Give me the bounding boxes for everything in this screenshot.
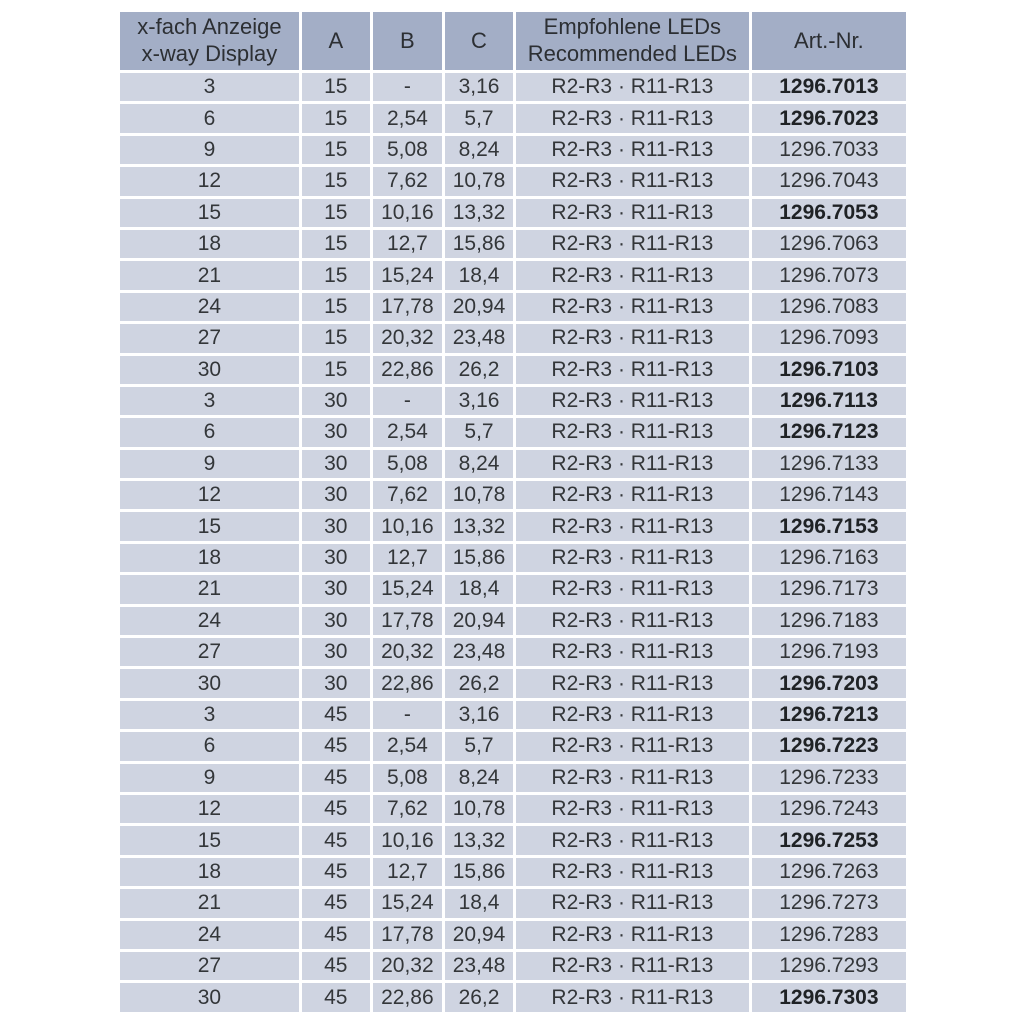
cell-recommended-leds: R2-R3 · R11-R13 xyxy=(516,481,749,509)
cell-recommended-leds: R2-R3 · R11-R13 xyxy=(516,983,749,1012)
cell-display-count: 12 xyxy=(120,481,299,509)
cell-dimension-a: 45 xyxy=(302,983,370,1012)
cell-article-number: 1296.7073 xyxy=(752,261,906,289)
cell-dimension-b: 12,7 xyxy=(373,230,442,258)
cell-recommended-leds: R2-R3 · R11-R13 xyxy=(516,575,749,603)
table-body xyxy=(120,73,906,1012)
cell-dimension-b: - xyxy=(373,387,442,415)
header-dimension-c: C xyxy=(445,12,513,70)
cell-dimension-c: 23,48 xyxy=(445,638,513,666)
cell-article-number: 1296.7173 xyxy=(752,575,906,603)
table-row xyxy=(120,73,906,101)
cell-article-number: 1296.7223 xyxy=(752,732,906,760)
product-spec-table xyxy=(117,9,909,1015)
cell-dimension-c: 13,32 xyxy=(445,199,513,227)
cell-recommended-leds: R2-R3 · R11-R13 xyxy=(516,826,749,854)
cell-dimension-c: 18,4 xyxy=(445,889,513,917)
table-row xyxy=(120,230,906,258)
cell-dimension-c: 3,16 xyxy=(445,73,513,101)
cell-dimension-c: 23,48 xyxy=(445,952,513,980)
table-row xyxy=(120,512,906,540)
cell-display-count: 27 xyxy=(120,952,299,980)
cell-recommended-leds: R2-R3 · R11-R13 xyxy=(516,418,749,446)
cell-dimension-c: 10,78 xyxy=(445,481,513,509)
cell-recommended-leds: R2-R3 · R11-R13 xyxy=(516,167,749,195)
cell-recommended-leds: R2-R3 · R11-R13 xyxy=(516,104,749,132)
cell-article-number: 1296.7113 xyxy=(752,387,906,415)
cell-dimension-b: 20,32 xyxy=(373,324,442,352)
cell-article-number: 1296.7033 xyxy=(752,136,906,164)
cell-article-number: 1296.7193 xyxy=(752,638,906,666)
table-row xyxy=(120,261,906,289)
cell-dimension-b: 7,62 xyxy=(373,795,442,823)
cell-dimension-a: 30 xyxy=(302,450,370,478)
table-row xyxy=(120,983,906,1012)
cell-display-count: 18 xyxy=(120,858,299,886)
cell-dimension-b: 10,16 xyxy=(373,512,442,540)
cell-article-number: 1296.7063 xyxy=(752,230,906,258)
cell-dimension-c: 26,2 xyxy=(445,356,513,384)
cell-dimension-b: 7,62 xyxy=(373,481,442,509)
cell-article-number: 1296.7293 xyxy=(752,952,906,980)
cell-dimension-c: 3,16 xyxy=(445,701,513,729)
cell-dimension-b: 20,32 xyxy=(373,638,442,666)
cell-recommended-leds: R2-R3 · R11-R13 xyxy=(516,261,749,289)
cell-dimension-a: 45 xyxy=(302,764,370,792)
cell-dimension-b: 5,08 xyxy=(373,764,442,792)
cell-dimension-b: 22,86 xyxy=(373,356,442,384)
cell-article-number: 1296.7143 xyxy=(752,481,906,509)
cell-display-count: 27 xyxy=(120,324,299,352)
table-row xyxy=(120,638,906,666)
table-row xyxy=(120,199,906,227)
cell-dimension-b: 17,78 xyxy=(373,607,442,635)
cell-dimension-c: 20,94 xyxy=(445,607,513,635)
cell-dimension-b: - xyxy=(373,73,442,101)
cell-article-number: 1296.7023 xyxy=(752,104,906,132)
cell-recommended-leds: R2-R3 · R11-R13 xyxy=(516,544,749,572)
cell-recommended-leds: R2-R3 · R11-R13 xyxy=(516,732,749,760)
table-row xyxy=(120,921,906,949)
cell-dimension-c: 8,24 xyxy=(445,450,513,478)
cell-article-number: 1296.7133 xyxy=(752,450,906,478)
cell-recommended-leds: R2-R3 · R11-R13 xyxy=(516,858,749,886)
cell-display-count: 24 xyxy=(120,293,299,321)
header-dimension-a: A xyxy=(302,12,370,70)
cell-dimension-b: 5,08 xyxy=(373,450,442,478)
cell-recommended-leds: R2-R3 · R11-R13 xyxy=(516,921,749,949)
cell-dimension-c: 15,86 xyxy=(445,230,513,258)
cell-recommended-leds: R2-R3 · R11-R13 xyxy=(516,324,749,352)
cell-dimension-b: 12,7 xyxy=(373,544,442,572)
cell-recommended-leds: R2-R3 · R11-R13 xyxy=(516,889,749,917)
cell-dimension-a: 30 xyxy=(302,575,370,603)
cell-dimension-a: 15 xyxy=(302,167,370,195)
cell-dimension-b: 2,54 xyxy=(373,104,442,132)
cell-recommended-leds: R2-R3 · R11-R13 xyxy=(516,701,749,729)
cell-dimension-c: 26,2 xyxy=(445,983,513,1012)
cell-dimension-b: 22,86 xyxy=(373,983,442,1012)
cell-display-count: 24 xyxy=(120,607,299,635)
cell-dimension-b: - xyxy=(373,701,442,729)
cell-dimension-b: 2,54 xyxy=(373,732,442,760)
cell-dimension-b: 2,54 xyxy=(373,418,442,446)
header-display-line2: x-way Display xyxy=(141,41,278,66)
cell-display-count: 15 xyxy=(120,199,299,227)
cell-dimension-c: 5,7 xyxy=(445,418,513,446)
cell-article-number: 1296.7083 xyxy=(752,293,906,321)
header-leds-line2: Recommended LEDs xyxy=(527,41,737,66)
table-row xyxy=(120,293,906,321)
cell-dimension-c: 5,7 xyxy=(445,104,513,132)
cell-article-number: 1296.7263 xyxy=(752,858,906,886)
cell-recommended-leds: R2-R3 · R11-R13 xyxy=(516,952,749,980)
cell-display-count: 24 xyxy=(120,921,299,949)
cell-display-count: 30 xyxy=(120,356,299,384)
cell-dimension-b: 5,08 xyxy=(373,136,442,164)
cell-article-number: 1296.7013 xyxy=(752,73,906,101)
cell-article-number: 1296.7203 xyxy=(752,669,906,697)
table-row xyxy=(120,795,906,823)
cell-recommended-leds: R2-R3 · R11-R13 xyxy=(516,136,749,164)
cell-dimension-c: 23,48 xyxy=(445,324,513,352)
table-row xyxy=(120,450,906,478)
cell-article-number: 1296.7183 xyxy=(752,607,906,635)
cell-dimension-b: 15,24 xyxy=(373,575,442,603)
header-row xyxy=(120,12,906,70)
cell-recommended-leds: R2-R3 · R11-R13 xyxy=(516,356,749,384)
product-spec-table-container xyxy=(117,9,909,1015)
cell-dimension-c: 15,86 xyxy=(445,858,513,886)
cell-dimension-a: 15 xyxy=(302,261,370,289)
cell-dimension-a: 30 xyxy=(302,387,370,415)
cell-dimension-c: 8,24 xyxy=(445,764,513,792)
cell-dimension-c: 13,32 xyxy=(445,826,513,854)
table-row xyxy=(120,481,906,509)
table-row xyxy=(120,858,906,886)
cell-dimension-c: 13,32 xyxy=(445,512,513,540)
cell-recommended-leds: R2-R3 · R11-R13 xyxy=(516,795,749,823)
cell-recommended-leds: R2-R3 · R11-R13 xyxy=(516,230,749,258)
cell-article-number: 1296.7253 xyxy=(752,826,906,854)
cell-dimension-a: 45 xyxy=(302,701,370,729)
table-row xyxy=(120,732,906,760)
table-row xyxy=(120,701,906,729)
cell-dimension-b: 17,78 xyxy=(373,293,442,321)
table-row xyxy=(120,387,906,415)
cell-display-count: 3 xyxy=(120,701,299,729)
cell-article-number: 1296.7163 xyxy=(752,544,906,572)
cell-recommended-leds: R2-R3 · R11-R13 xyxy=(516,293,749,321)
cell-dimension-b: 20,32 xyxy=(373,952,442,980)
header-dimension-b: B xyxy=(373,12,442,70)
table-row xyxy=(120,356,906,384)
table-row xyxy=(120,952,906,980)
cell-dimension-b: 15,24 xyxy=(373,261,442,289)
cell-dimension-a: 15 xyxy=(302,104,370,132)
cell-dimension-a: 30 xyxy=(302,512,370,540)
cell-dimension-a: 15 xyxy=(302,356,370,384)
cell-display-count: 12 xyxy=(120,795,299,823)
cell-article-number: 1296.7303 xyxy=(752,983,906,1012)
cell-display-count: 21 xyxy=(120,889,299,917)
cell-display-count: 18 xyxy=(120,230,299,258)
table-row xyxy=(120,167,906,195)
table-row xyxy=(120,669,906,697)
cell-recommended-leds: R2-R3 · R11-R13 xyxy=(516,669,749,697)
cell-dimension-a: 45 xyxy=(302,858,370,886)
cell-dimension-b: 12,7 xyxy=(373,858,442,886)
table-header xyxy=(120,12,906,70)
cell-article-number: 1296.7123 xyxy=(752,418,906,446)
header-leds-line1: Empfohlene LEDs xyxy=(543,14,721,40)
cell-dimension-a: 15 xyxy=(302,230,370,258)
cell-recommended-leds: R2-R3 · R11-R13 xyxy=(516,607,749,635)
cell-dimension-c: 3,16 xyxy=(445,387,513,415)
cell-recommended-leds: R2-R3 · R11-R13 xyxy=(516,512,749,540)
table-row xyxy=(120,104,906,132)
header-display-line1: x-fach Anzeige xyxy=(137,14,282,40)
cell-dimension-c: 18,4 xyxy=(445,575,513,603)
cell-dimension-a: 15 xyxy=(302,199,370,227)
cell-dimension-b: 10,16 xyxy=(373,826,442,854)
table-row xyxy=(120,764,906,792)
cell-article-number: 1296.7273 xyxy=(752,889,906,917)
cell-recommended-leds: R2-R3 · R11-R13 xyxy=(516,764,749,792)
cell-display-count: 30 xyxy=(120,669,299,697)
header-leds-column xyxy=(516,12,749,70)
cell-dimension-c: 10,78 xyxy=(445,795,513,823)
cell-dimension-a: 45 xyxy=(302,921,370,949)
cell-dimension-c: 15,86 xyxy=(445,544,513,572)
table-row xyxy=(120,889,906,917)
cell-article-number: 1296.7103 xyxy=(752,356,906,384)
cell-display-count: 6 xyxy=(120,418,299,446)
cell-article-number: 1296.7093 xyxy=(752,324,906,352)
cell-display-count: 9 xyxy=(120,136,299,164)
cell-display-count: 3 xyxy=(120,73,299,101)
cell-dimension-c: 20,94 xyxy=(445,293,513,321)
cell-dimension-b: 7,62 xyxy=(373,167,442,195)
table-row xyxy=(120,324,906,352)
cell-recommended-leds: R2-R3 · R11-R13 xyxy=(516,73,749,101)
cell-display-count: 21 xyxy=(120,261,299,289)
cell-dimension-a: 30 xyxy=(302,638,370,666)
table-row xyxy=(120,575,906,603)
table-row xyxy=(120,544,906,572)
cell-recommended-leds: R2-R3 · R11-R13 xyxy=(516,199,749,227)
cell-display-count: 21 xyxy=(120,575,299,603)
cell-dimension-c: 8,24 xyxy=(445,136,513,164)
cell-dimension-c: 5,7 xyxy=(445,732,513,760)
cell-article-number: 1296.7243 xyxy=(752,795,906,823)
cell-dimension-b: 10,16 xyxy=(373,199,442,227)
cell-dimension-a: 45 xyxy=(302,826,370,854)
cell-dimension-b: 22,86 xyxy=(373,669,442,697)
table-row xyxy=(120,607,906,635)
cell-dimension-a: 30 xyxy=(302,418,370,446)
cell-dimension-b: 17,78 xyxy=(373,921,442,949)
cell-dimension-a: 45 xyxy=(302,889,370,917)
cell-recommended-leds: R2-R3 · R11-R13 xyxy=(516,387,749,415)
cell-recommended-leds: R2-R3 · R11-R13 xyxy=(516,450,749,478)
cell-display-count: 27 xyxy=(120,638,299,666)
table-row xyxy=(120,826,906,854)
cell-recommended-leds: R2-R3 · R11-R13 xyxy=(516,638,749,666)
cell-dimension-a: 15 xyxy=(302,73,370,101)
cell-dimension-a: 30 xyxy=(302,481,370,509)
cell-dimension-c: 10,78 xyxy=(445,167,513,195)
cell-display-count: 9 xyxy=(120,764,299,792)
cell-article-number: 1296.7213 xyxy=(752,701,906,729)
cell-display-count: 6 xyxy=(120,732,299,760)
cell-article-number: 1296.7283 xyxy=(752,921,906,949)
header-display-column xyxy=(120,12,299,70)
cell-dimension-a: 30 xyxy=(302,544,370,572)
cell-dimension-a: 15 xyxy=(302,136,370,164)
cell-dimension-a: 30 xyxy=(302,669,370,697)
header-article-number: Art.-Nr. xyxy=(752,12,906,70)
cell-display-count: 15 xyxy=(120,512,299,540)
cell-article-number: 1296.7043 xyxy=(752,167,906,195)
cell-dimension-c: 20,94 xyxy=(445,921,513,949)
cell-display-count: 6 xyxy=(120,104,299,132)
cell-article-number: 1296.7153 xyxy=(752,512,906,540)
cell-display-count: 12 xyxy=(120,167,299,195)
cell-dimension-a: 15 xyxy=(302,324,370,352)
cell-dimension-a: 30 xyxy=(302,607,370,635)
cell-dimension-a: 45 xyxy=(302,795,370,823)
cell-display-count: 30 xyxy=(120,983,299,1012)
cell-dimension-a: 45 xyxy=(302,732,370,760)
cell-dimension-a: 45 xyxy=(302,952,370,980)
cell-display-count: 15 xyxy=(120,826,299,854)
cell-dimension-a: 15 xyxy=(302,293,370,321)
cell-article-number: 1296.7053 xyxy=(752,199,906,227)
cell-display-count: 3 xyxy=(120,387,299,415)
cell-dimension-c: 18,4 xyxy=(445,261,513,289)
cell-dimension-b: 15,24 xyxy=(373,889,442,917)
cell-dimension-c: 26,2 xyxy=(445,669,513,697)
cell-display-count: 9 xyxy=(120,450,299,478)
cell-article-number: 1296.7233 xyxy=(752,764,906,792)
table-row xyxy=(120,136,906,164)
cell-display-count: 18 xyxy=(120,544,299,572)
table-row xyxy=(120,418,906,446)
